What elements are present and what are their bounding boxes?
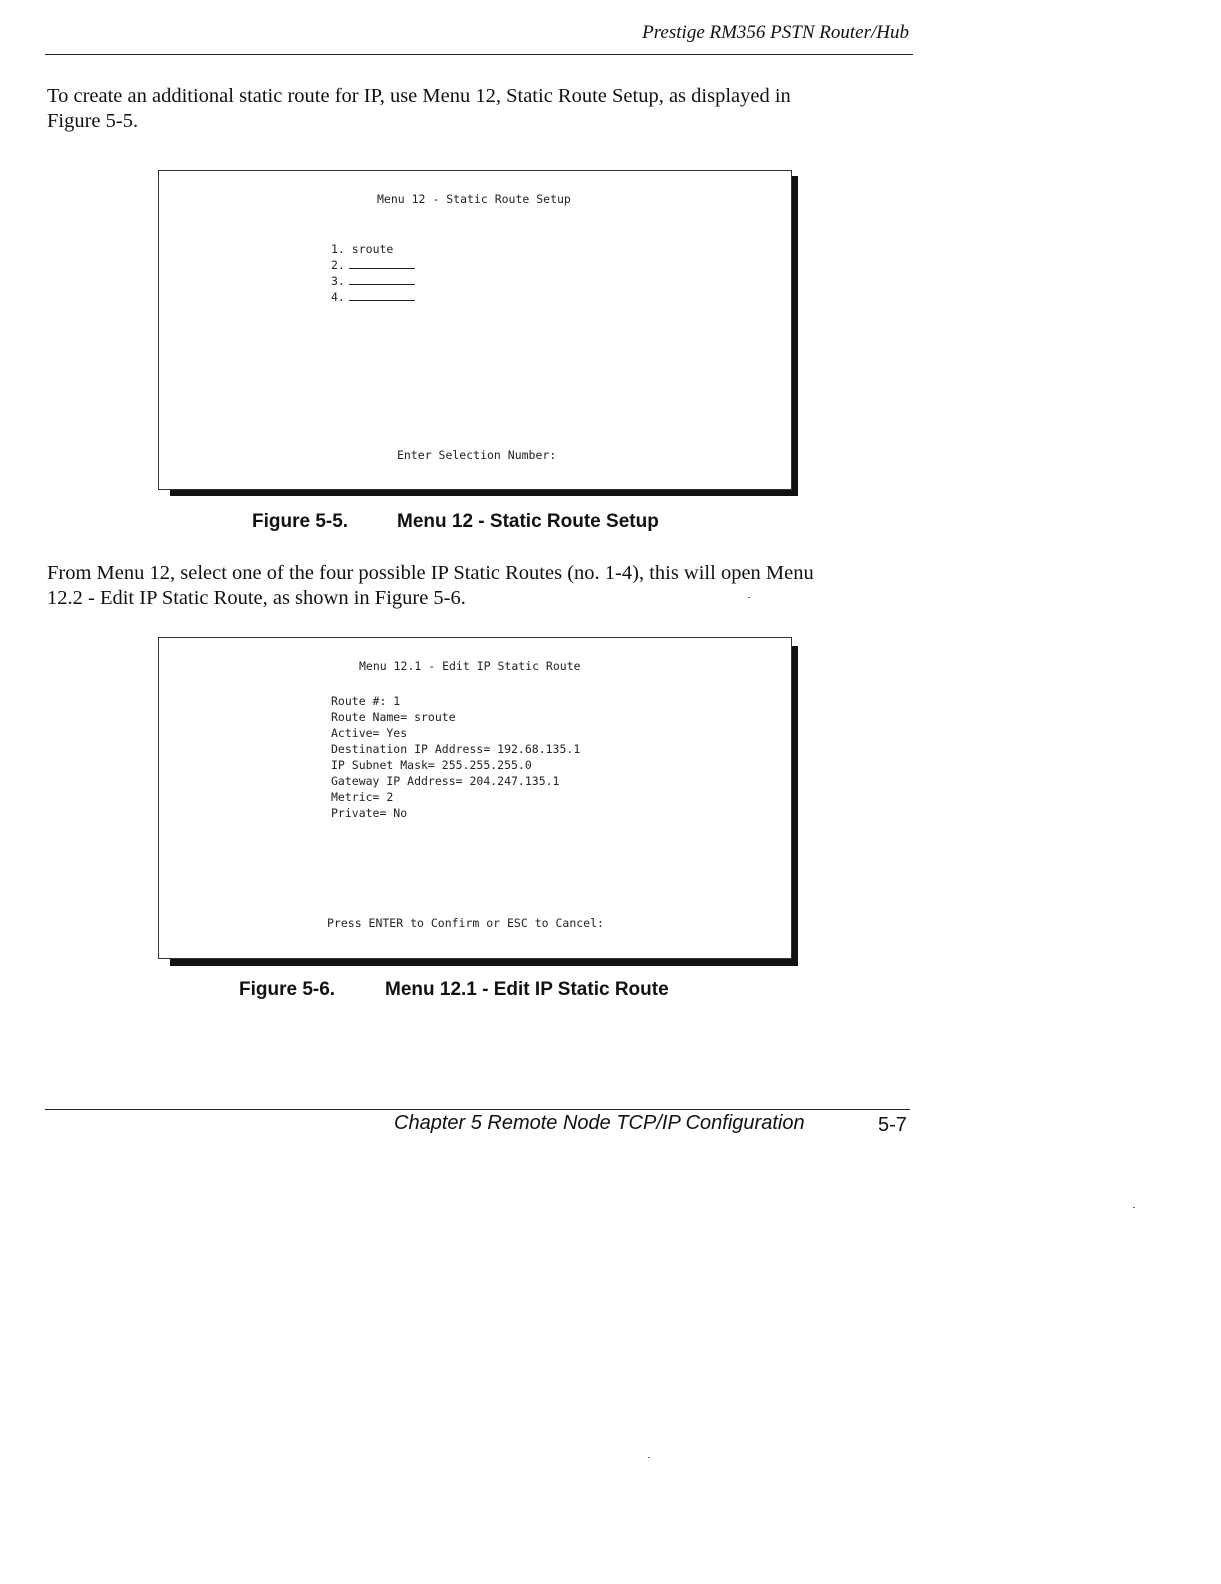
figure2-field-subnet-mask: IP Subnet Mask= 255.255.255.0: [331, 758, 532, 772]
figure1-menu-item-1: 1. sroute: [331, 242, 394, 256]
figure1-menu-item-4: 4.: [331, 289, 415, 305]
figure2-caption-label: Figure 5-6.: [239, 979, 336, 1000]
footer-chapter-title: Chapter 5 Remote Node TCP/IP Configuration: [394, 1112, 805, 1134]
intro-line-2: Figure 5-5.: [47, 110, 139, 132]
figure2-caption-text: Menu 12.1 - Edit IP Static Route: [385, 979, 669, 1000]
scan-speck: [748, 597, 750, 598]
figure1-terminal-screen: [158, 170, 792, 490]
figure2-field-metric: Metric= 2: [331, 790, 394, 804]
figure1-menu-item-3: 3.: [331, 273, 415, 289]
figure2-field-gateway-ip: Gateway IP Address= 204.247.135.1: [331, 774, 560, 788]
scan-speck: [1133, 1207, 1135, 1208]
figure2-field-route-number: Route #: 1: [331, 694, 401, 708]
footer-page-number: 5-7: [878, 1114, 907, 1136]
figure1-screen-title: Menu 12 - Static Route Setup: [377, 192, 571, 206]
figure1-caption-label: Figure 5-5.: [252, 511, 349, 532]
figure2-screen-title: Menu 12.1 - Edit IP Static Route: [359, 659, 581, 673]
page-header-title: Prestige RM356 PSTN Router/Hub: [642, 22, 909, 43]
menu-item-value: sroute: [351, 242, 394, 256]
figure2-field-destination-ip: Destination IP Address= 192.68.135.1: [331, 742, 581, 756]
middle-paragraph: [47, 561, 887, 611]
empty-slot-line: [349, 258, 415, 269]
figure1-prompt: Enter Selection Number:: [397, 448, 557, 462]
header-rule: [45, 54, 913, 55]
middle-line-1: From Menu 12, select one of the four possible IP Static Routes (no. 1-4), this will open Menu: [47, 562, 814, 584]
footer-rule: [45, 1109, 910, 1110]
empty-slot-line: [349, 290, 415, 301]
figure2-terminal-screen: [158, 637, 792, 959]
scan-speck: [648, 1457, 650, 1458]
figure2-prompt: Press ENTER to Confirm or ESC to Cancel:: [327, 916, 604, 930]
figure2-field-private: Private= No: [331, 806, 408, 820]
figure1-caption-text: Menu 12 - Static Route Setup: [397, 511, 659, 532]
figure2-field-route-name: Route Name= sroute: [331, 710, 456, 724]
figure1-menu-item-2: 2.: [331, 257, 415, 273]
intro-line-1: To create an additional static route for IP, use Menu 12, Static Route Setup, as displayed in: [47, 85, 791, 107]
intro-paragraph: [47, 84, 887, 134]
middle-line-2: 12.2 - Edit IP Static Route, as shown in Figure 5-6.: [47, 587, 466, 609]
figure2-field-active: Active= Yes: [331, 726, 408, 740]
empty-slot-line: [349, 274, 415, 285]
